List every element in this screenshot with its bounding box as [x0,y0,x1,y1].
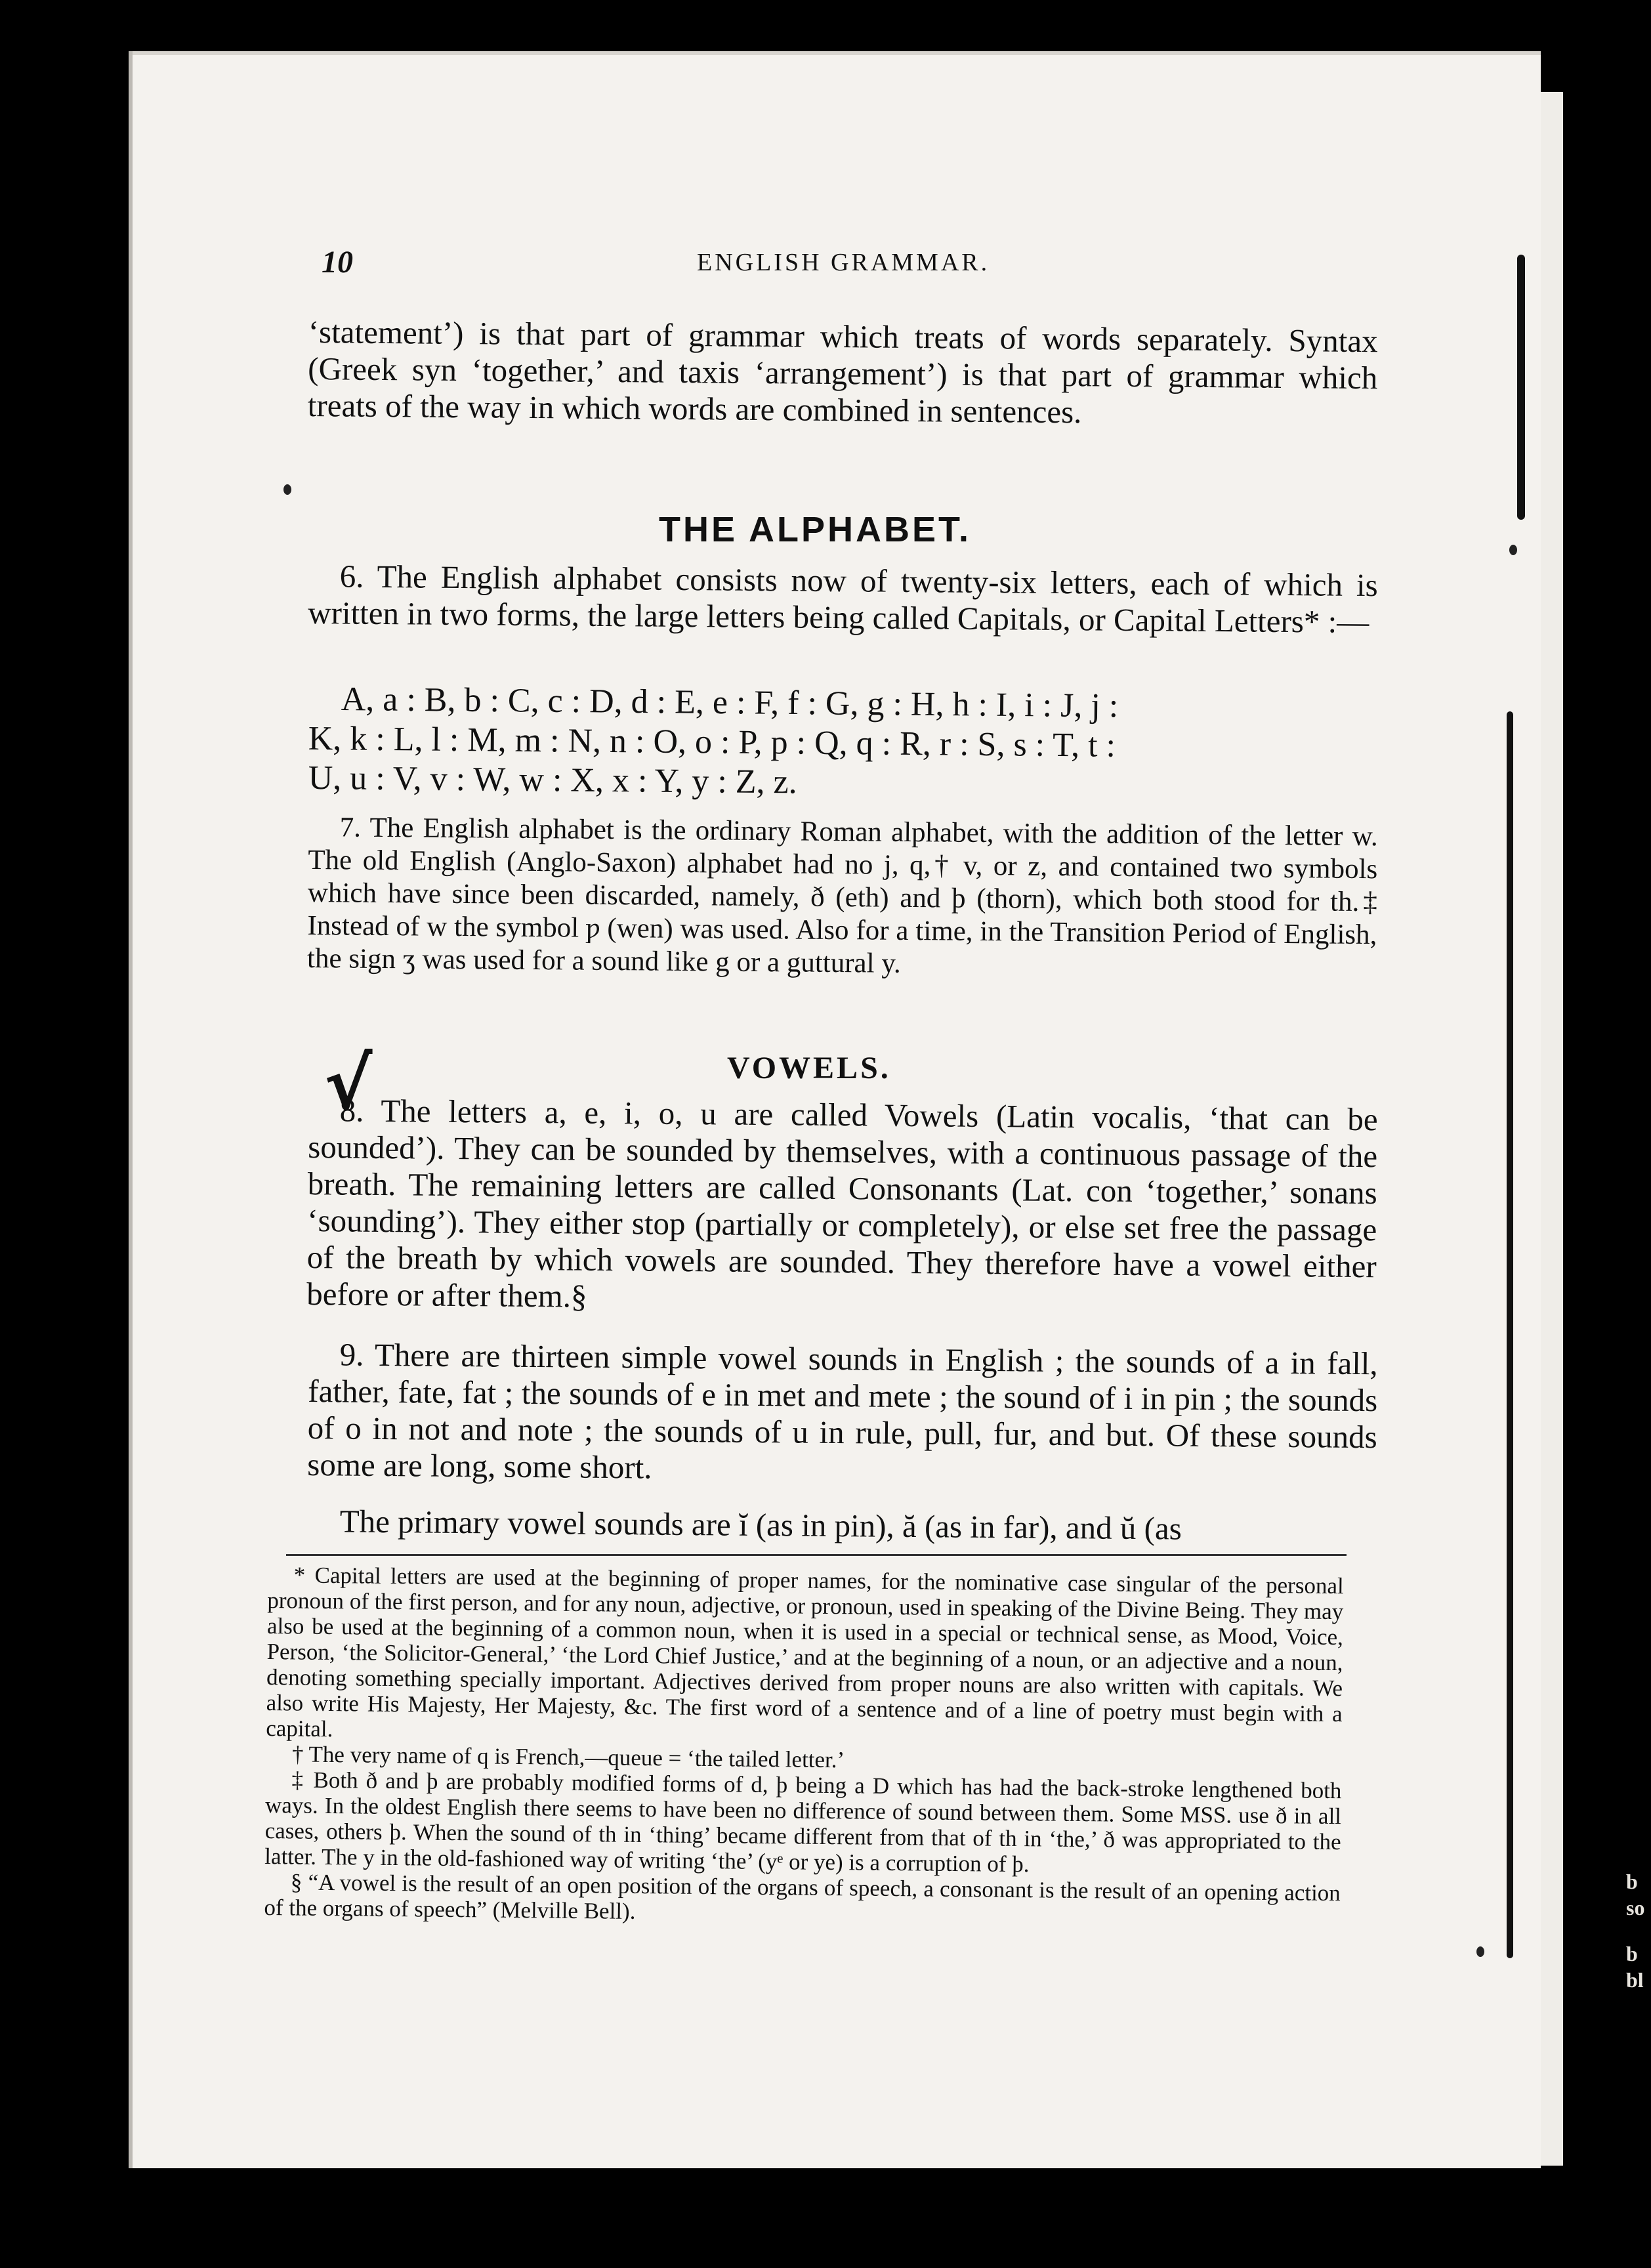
alphabet-heading: THE ALPHABET. [659,510,972,549]
edge-fragment-4: bl [1626,1968,1644,1992]
footnote-vowel-definition: § “A vowel is the result of an open position of the organs of speech, a consonant is the result of an opening action of the organs of speech” (Melville Bell). [264,1869,1341,1924]
intro-paragraph: ‘statement’) is that part of grammar which treats of words separately. Syntax (Greek syn ‘together,’ and taxis ‘arrangement’) is that part of grammar which treats of the way in which words are combined in sentences. [307,314,1378,430]
edge-fragment-1: b [1626,1870,1638,1893]
para-9-block [307,1336,1378,1492]
running-head: ENGLISH GRAMMAR. [697,249,990,276]
spine-rule-top [1517,255,1525,520]
para-6-block [308,558,1378,640]
paragraph-primary-vowels: The primary vowel sounds are ĭ (as in pin), ă (as in far), and ŭ (as [339,1503,1182,1547]
margin-mark-dot-lower [1476,1946,1484,1957]
para-7-block [307,811,1378,984]
page-right-edge [1541,92,1563,2166]
edge-fragment-3: b [1626,1942,1638,1965]
footnotes-block [264,1562,1344,1931]
alphabet-row-2: K, k : L, l : M, m : N, n : O, o : P, p : Q, q : R, r : S, s : T, t : [308,720,1116,765]
alphabet-row-3: U, u : V, v : W, w : X, x : Y, y : Z, z. [308,759,797,801]
footnote-divider [286,1554,1347,1556]
paragraph-7: 7. The English alphabet is the ordinary Roman alphabet, with the addition of the letter w. The old English (Anglo-Saxon) alphabet had no j, q,† v, or z, and contained two symbols which have since been discarded, namely, ð (eth) and þ (thorn), which both stood for th.‡ Instead of w the symbol ƿ (wen) was used. Also for a time, in the Transition Period of English, the sign ʒ was used for a sound like g or a guttural y. [306,812,1378,979]
para-8-block [306,1092,1378,1322]
paragraph-8: 8. The letters a, e, i, o, u are called Vowels (Latin vocalis, ‘that can be sounded’). They can be sounded by themselves, with a continuous passage of the breath. The remaining letters are called Consonants (Lat. con ‘together,’ sonans ‘sounding’). They either stop (partially or completely), or else set free the passage of the breath by which vowels are sounded. They therefore have a vowel either before or after them.§ [306,1092,1378,1314]
margin-speck [283,484,291,495]
footnote-q-name: † The very name of q is French,—queue = ‘the tailed letter.’ [291,1741,845,1773]
margin-mark-dot [1509,545,1517,555]
intro-paragraph-block [308,314,1378,433]
footnote-eth-thorn: ‡ Both ð and þ are probably modified forms of d, þ being a D which has had the back-stroke lengthened both ways. In the oldest English there seems to have been no difference of sound between them. Some MSS. use ð in all cases, others þ. When the sound of th in ‘thing’ became different from that of th in ‘the,’ ð was appropriated to the latter. The y in the old-fashioned way of writing ‘the’ (yᵉ or ye) is a corruption of þ. [264,1767,1342,1878]
footnote-capitals: * Capital letters are used at the beginning of proper names, for the nominative case singular of the personal pronoun of the first person, and for any noun, adjective, or pronoun, used in speaking of the Divine Being. They may also be used at the beginning of a common noun, when it is used in a special or technical sense, as Mood, Voice, Person, ‘the Solicitor-General,’ ‘the Lord Chief Justice,’ and at the beginning of a noun, or an adjective and a noun, denoting something specially important. Adjectives derived from proper nouns are also written with capitals. We also write His Majesty, Her Majesty, &c. The first word of a sentence and of a line of poetry must begin with a capital. [266,1562,1344,1742]
paragraph-6: 6. The English alphabet consists now of twenty-six letters, each of which is written in two forms, the large letters being called Capitals, or Capital Letters* :— [308,558,1378,640]
paragraph-9: 9. There are thirteen simple vowel sounds in English ; the sounds of a in fall, father, fate, fat ; the sounds of e in met and mete ; the sound of i in pin ; the sounds of o in not and note ; the sounds of u in rule, pull, fur, and but. Of these sounds some are long, some short. [307,1336,1378,1486]
page-header [322,244,1378,284]
spine-rule-bottom [1507,711,1513,1958]
edge-fragment-2: so [1626,1896,1645,1920]
handwritten-check-mark: √ [324,1042,373,1126]
page-number: 10 [322,245,353,280]
alphabet-row-1: A, a : B, b : C, c : D, d : E, e : F, f : G, g : H, h : I, i : J, j : [341,681,1119,725]
vowels-heading: VOWELS. [727,1051,891,1085]
